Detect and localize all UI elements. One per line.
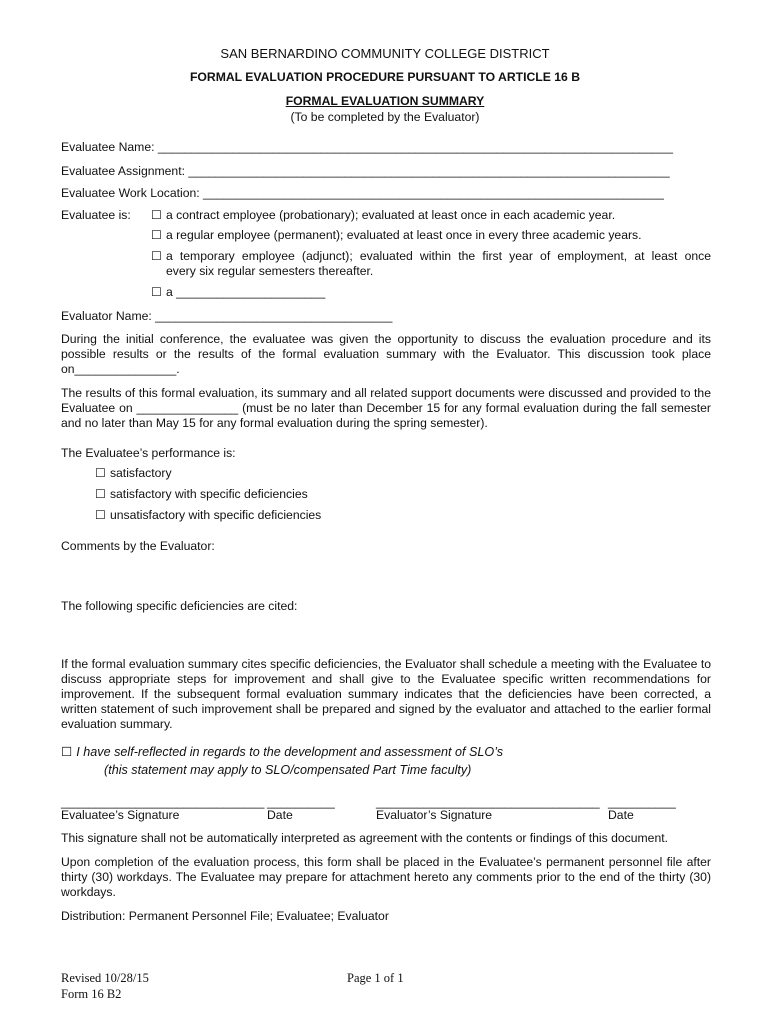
page-title: FORMAL EVALUATION SUMMARY [285,94,485,108]
contract-label: a contract employee (probationary); evaluated at least once in each academic year. [165,208,616,222]
employee-type-regular[interactable] [151,228,642,242]
date-line-2[interactable]: __________ [608,795,676,809]
checkbox-icon[interactable]: ☐ [95,508,106,522]
slo-line2: (this statement may apply to SLO/compensated Part Time faculty) [104,763,472,777]
signature-note: This signature shall not be automatically interpreted as agreement with the contents or findings of this document. [61,831,669,845]
unsatisfactory-label: unsatisfactory with specific deficiencies [109,508,322,522]
procedure-title: FORMAL EVALUATION PROCEDURE PURSUANT TO ARTICLE 16 B [189,70,580,84]
conference-paragraph: During the initial conference, the evaluatee was given the opportunity to discuss the evaluation procedure and its possible results or the results of the formal evaluation summary with the Evaluator. This discussion took place on_______________. [61,332,711,376]
deficiencies-label: The following specific deficiencies are cited: [61,599,298,613]
meeting-paragraph: If the formal evaluation summary cites specific deficiencies, the Evaluator shall schedule a meeting with the Evaluatee to discuss appropriate steps for improvement and shall give to the Evaluatee specific written recommendations for improvement. If the subsequent formal evaluation summary indicates that the deficiencies have been corrected, a written statement of such improvement shall be prepared and signed by the evaluator and attached to the earlier formal evaluation summary. [61,657,711,731]
employee-type-temporary[interactable] [151,249,711,263]
performance-unsatisfactory[interactable] [95,508,321,522]
evaluator-signature-line[interactable]: _________________________________ [376,795,600,809]
performance-satisfactory[interactable] [95,466,172,480]
form-number: Form 16 B2 [61,987,122,1001]
slo-statement[interactable] [61,744,503,759]
performance-label: The Evaluatee’s performance is: [61,446,236,460]
checkbox-icon[interactable]: ☐ [61,745,73,759]
evaluatee-signature-label: Evaluatee’s Signature [61,808,180,822]
evaluatee-location-field[interactable]: Evaluatee Work Location: ____________________________________________________________________ [61,186,664,200]
results-paragraph: The results of this formal evaluation, its summary and all related support documents were discussed and provided to the Evaluatee on _______________ (must be no later than December 15 for any formal evaluation during the fall semester and no later than May 15 for any formal evaluation during the spring semester). [61,386,711,430]
checkbox-icon[interactable]: ☐ [95,466,106,480]
evaluator-name-field[interactable]: Evaluator Name: ___________________________________ [61,309,393,323]
page-subtitle: (To be completed by the Evaluator) [290,110,480,124]
other-label: a ______________________ [165,285,326,299]
evaluatee-assignment-field[interactable]: Evaluatee Assignment: _______________________________________________________________________ [61,164,670,178]
checkbox-icon[interactable]: ☐ [151,208,162,222]
date-line-1[interactable]: __________ [267,795,335,809]
comments-label: Comments by the Evaluator: [61,539,215,553]
temporary-label-line2: every six regular semesters thereafter. [166,264,374,278]
satisfactory-label: satisfactory [109,466,172,480]
checkbox-icon[interactable]: ☐ [95,487,106,501]
checkbox-icon[interactable]: ☐ [151,249,162,263]
slo-line1: I have self-reflected in regards to the development and assessment of SLO’s [76,745,504,759]
evaluator-signature-label: Evaluator’s Signature [376,808,493,822]
evaluatee-is-label: Evaluatee is: [61,208,131,222]
employee-type-other[interactable] [151,285,325,299]
performance-with-deficiencies[interactable] [95,487,308,501]
revised-date: Revised 10/28/15 [61,971,149,985]
with-deficiencies-label: satisfactory with specific deficiencies [109,487,308,501]
checkbox-icon[interactable]: ☐ [151,228,162,242]
evaluatee-name-field[interactable]: Evaluatee Name: ____________________________________________________________________________ [61,140,674,154]
employee-type-contract[interactable] [151,208,615,222]
date-label-2: Date [608,808,634,822]
evaluatee-signature-line[interactable]: ______________________________ [61,795,265,809]
distribution-line: Distribution: Permanent Personnel File; Evaluatee; Evaluator [61,909,389,923]
regular-label: a regular employee (permanent); evaluated at least once in every three academic years. [165,228,642,242]
completion-paragraph: Upon completion of the evaluation process, this form shall be placed in the Evaluatee’s permanent personnel file after thirty (30) workdays. The Evaluatee may prepare for attachment hereto any comments prior to the end of the thirty (30) workdays. [61,855,711,899]
date-label-1: Date [267,808,293,822]
district-name: SAN BERNARDINO COMMUNITY COLLEGE DISTRICT [220,46,550,61]
temporary-label-line1: a temporary employee (adjunct); evaluated within the first year of employment, at least once [165,249,711,263]
page-number: Page 1 of 1 [347,971,404,985]
checkbox-icon[interactable]: ☐ [151,285,162,299]
